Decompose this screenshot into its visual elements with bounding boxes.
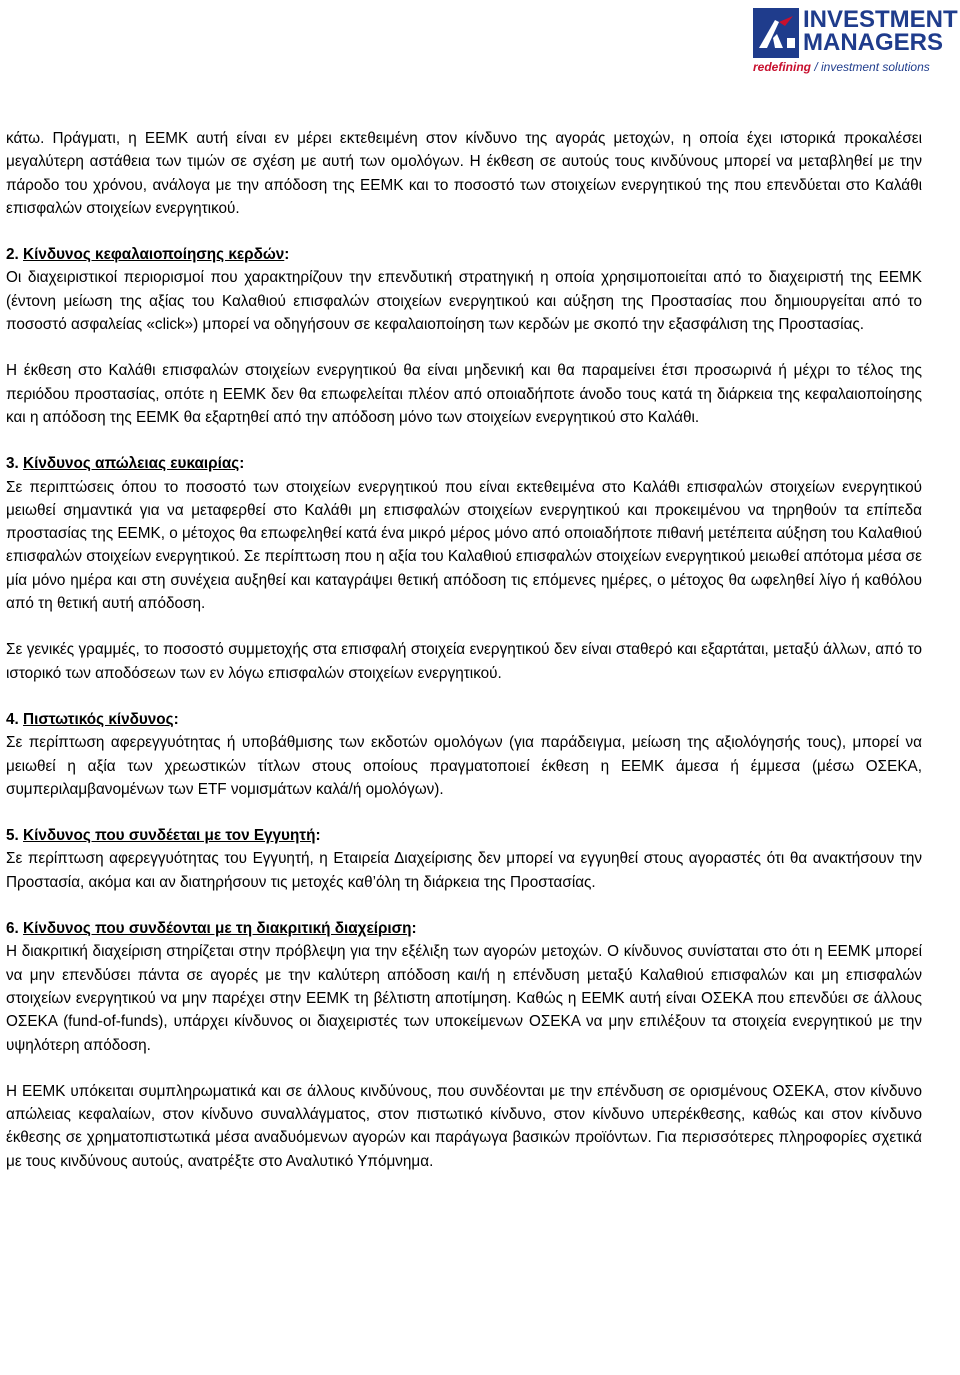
axa-im-logo — [753, 8, 957, 76]
section-3-colon: : — [239, 455, 245, 473]
section-4-colon: : — [173, 710, 179, 728]
section-6-title: Κίνδυνος που συνδέονται με τη διακριτική διαχείριση — [23, 920, 412, 938]
document-body — [6, 127, 922, 1196]
section-5-paragraph-1: Σε περίπτωση αφερεγγυότητας του Εγγυητή, η Εταιρεία Διαχείρισης δεν μπορεί να εγγυηθεί στους αγοραστές ότι θα ανακτήσουν την Προστασία, ακόμα και αν διατηρήσουν τις μετοχές καθ’όλη τη διάρκεια της Προστασίας. — [6, 850, 922, 891]
logo-tagline — [753, 60, 930, 74]
logo-tagline-rest: / investment solutions — [811, 60, 930, 74]
section-6-heading — [6, 917, 922, 940]
section-5-colon: : — [315, 827, 321, 845]
section-2-paragraph-2: Η έκθεση στο Καλάθι επισφαλών στοιχείων ενεργητικού θα είναι μηδενική και θα παραμείνει έτσι προσωρινά ή μέχρι το τέλος της περιόδου προστασίας, οπότε η ΕΕΜΚ δεν θα επωφελείται πλέον από οποιαδήποτε άνοδο τους κατά τη διάρκεια της κεφαλαιοποίησης και η απόδοση της ΕΕΜΚ θα εξαρτηθεί από την απόδοση μόνο των στοιχείων ενεργητικού στο Καλάθι. — [6, 362, 922, 426]
logo-wordmark — [803, 8, 958, 54]
section-4-paragraph-1: Σε περίπτωση αφερεγγυότητας ή υποβάθμισης των εκδοτών ομολόγων (για παράδειγμα, μείωση της αξιολόγησής τους), μπορεί να μειωθεί η αξία των χρεωστικών τίτλων στους οποίους πραγματοποιεί έκθεση η ΕΕΜΚ άμεσα ή έμμεσα (μέσω ΟΣΕΚΑ, συμπεριλαμβανομένων των ETF νομισμάτων καλά/ή ομολόγων). — [6, 734, 922, 798]
section-2-paragraph-1: Οι διαχειριστικοί περιορισμοί που χαρακτηρίζουν την επενδυτική στρατηγική η οποία χρησιμοποιείται από το διαχειριστή της ΕΕΜΚ (έντονη μείωση της αξίας του Καλαθιού επισφαλών στοιχείων ενεργητικού και αύξηση της Προστασίας που δημιουργείται από το ποσοστό ασφαλείας «click») μπορεί να οδηγήσουν σε κεφαλαιοποίηση των κερδών με σκοπό την εξασφάλιση της Προστασίας. — [6, 269, 922, 334]
section-4 — [6, 708, 922, 801]
section-3-paragraph-2: Σε γενικές γραμμές, το ποσοστό συμμετοχής στα επισφαλή στοιχεία ενεργητικού δεν είναι σταθερό και εξαρτάται, μεταξύ άλλων, από το ιστορικό των αποδόσεων των εν λόγω επισφαλών στοιχείων ενεργητικού. — [6, 641, 922, 682]
section-6 — [6, 917, 922, 1173]
section-6-paragraph-1: Η διακριτική διαχείριση στηρίζεται στην πρόβλεψη για την εξέλιξη των αγορών μετοχών. Ο κίνδυνος συνίσταται στο ότι η ΕΕΜΚ μπορεί να μην επενδύσει πάντα σε αγορές με την καλύτερη απόδοση και/ή η επένδυση μεταξύ Καλαθιού επισφαλών και μη επισφαλών στοιχείων ενεργητικού να μην παρέχει στην ΕΕΜΚ τη βέλτιστη αποτίμηση. Καθώς η ΕΕΜΚ αυτή είναι ΟΣΕΚΑ που επενδύει σε άλλους ΟΣΕΚΑ (fund-of-funds), υπάρχει κίνδυνος οι διαχειριστές των υποκείμενων ΟΣΕΚΑ να μην επιλέξουν τα στοιχεία ενεργητικού με την υψηλότερη απόδοση. — [6, 943, 922, 1054]
intro-paragraph: κάτω. Πράγματι, η ΕΕΜΚ αυτή είναι εν μέρει εκτεθειμένη στον κίνδυνο της αγοράς μετοχών, η οποία έχει ιστορικά προκαλέσει μεγαλύτερη αστάθεια των τιμών σε σχέση με αυτή των ομολόγων. Η έκθεση σε αυτούς τους κινδύνους μπορεί να μεταβληθεί με την πάροδο του χρόνου, ανάλογα με την απόδοση της ΕΕΜΚ και το ποσοστό των στοιχείων ενεργητικού της που επενδύεται στο Καλάθι επισφαλών στοιχείων ενεργητικού. — [6, 130, 922, 217]
section-5 — [6, 824, 922, 894]
section-2-heading — [6, 243, 922, 266]
section-4-title: Πιστωτικός κίνδυνος — [23, 710, 174, 728]
section-2 — [6, 243, 922, 429]
section-3-paragraph-1: Σε περιπτώσεις όπου το ποσοστό των στοιχείων ενεργητικού που είναι εκτεθειμένα στο Καλάθι επισφαλών στοιχείων ενεργητικού μειωθεί σημαντικά για να μεταφερθεί στο Καλάθι μη επισφαλών στοιχείων ενεργητικού και προκειμένου να τηρηθούν τα επίπεδα προστασίας της ΕΕΜΚ, ο μέτοχος θα επωφεληθεί κατά ένα μικρό μέρος μόνο από οποιαδήποτε πιθανή μετέπειτα αύξηση του Καλαθιού επισφαλών στοιχείων ενεργητικού. Σε περίπτωση που η αξία του Καλαθιού επισφαλών στοιχείων ενεργητικού μειωθεί απότομα μέσα σε μία μόνο ημέρα και στη συνέχεια αυξηθεί και καταγράψει θετική απόδοση τις επόμενες ημέρες, ο μέτοχος θα ωφεληθεί λίγο ή καθόλου από τη θετική αυτή απόδοση. — [6, 478, 922, 613]
section-5-title: Κίνδυνος που συνδέεται με τον Εγγυητή — [23, 827, 316, 845]
section-5-heading — [6, 824, 922, 847]
section-3-title: Κίνδυνος απώλειας ευκαιρίας — [23, 455, 240, 473]
logo-line-2: MANAGERS — [803, 29, 944, 56]
section-2-colon: : — [284, 246, 290, 264]
logo-tagline-red: redefining — [753, 60, 812, 74]
section-6-number: 6. — [6, 920, 19, 938]
section-4-number: 4. — [6, 710, 19, 728]
section-5-number: 5. — [6, 827, 19, 845]
section-6-paragraph-2: Η ΕΕΜΚ υπόκειται συμπληρωματικά και σε άλλους κινδύνους, που συνδέονται με την επένδυση σε ορισμένους ΟΣΕΚΑ, στον κίνδυνο απώλειας κεφαλαίων, στον κίνδυνο συναλλάγματος, στον πιστωτικό κίνδυνο, στον κίνδυνο υπερέκθεσης, καθώς και στον κίνδυνο έκθεσης σε χρηματοπιστωτικά μέσα αναδυόμενων αγορών και παράγωγα βασικών προϊόντων. Για περισσότερες πληροφορίες σχετικά με τους κινδύνους αυτούς, ανατρέξτε στο Αναλυτικό Υπόμνημα. — [6, 1082, 922, 1170]
section-3-number: 3. — [6, 455, 19, 473]
section-2-title: Κίνδυνος κεφαλαιοποίησης κερδών — [23, 246, 285, 264]
section-3 — [6, 452, 922, 685]
section-4-heading — [6, 708, 922, 731]
section-6-colon: : — [411, 920, 417, 938]
logo-line-1: INVESTMENT — [803, 6, 958, 33]
axa-logo-icon — [753, 8, 799, 58]
section-3-heading — [6, 452, 922, 475]
section-2-number: 2. — [6, 246, 19, 264]
